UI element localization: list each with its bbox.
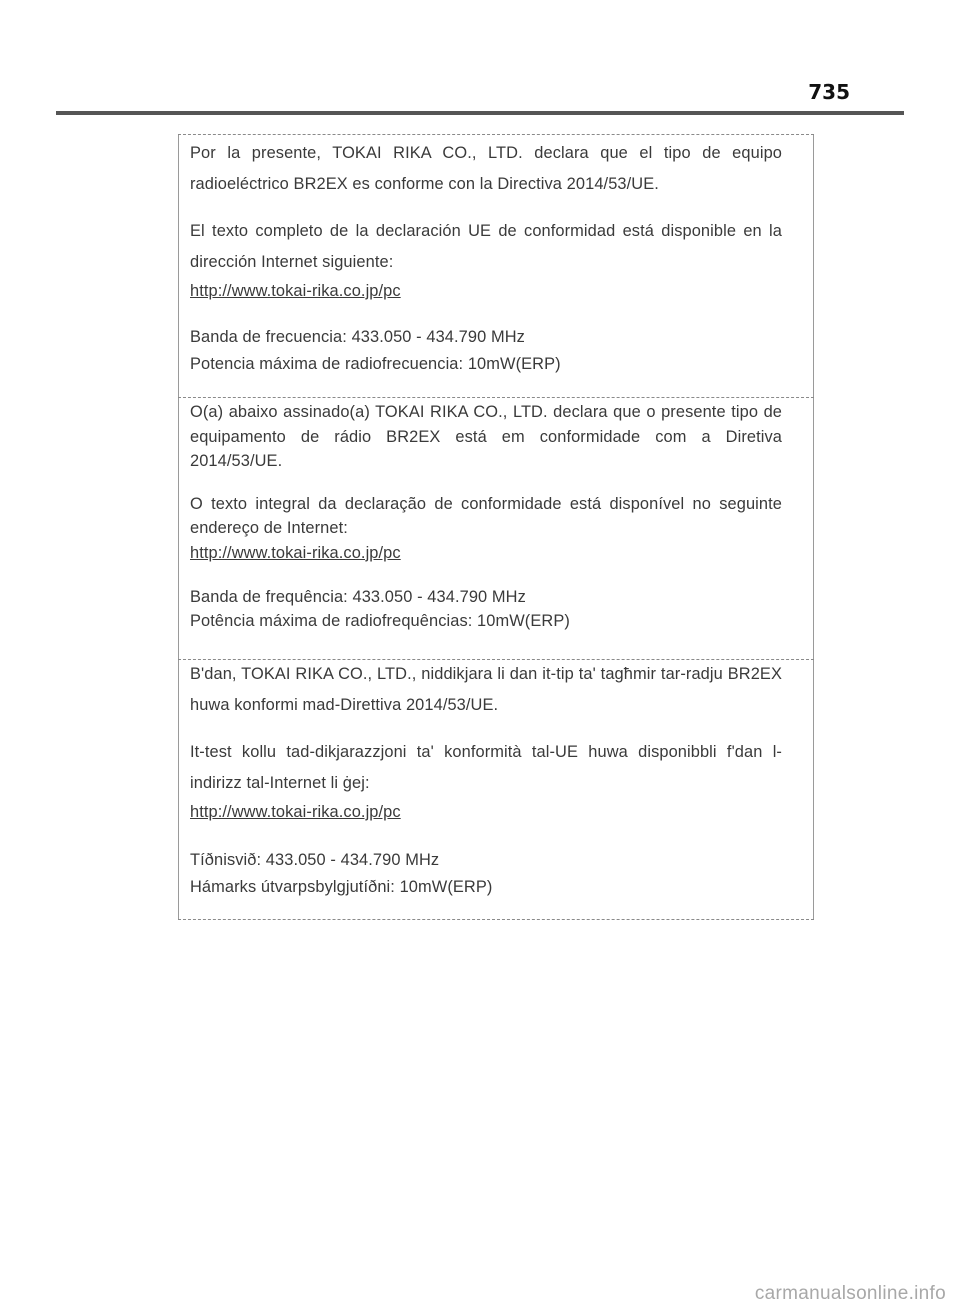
declaration-section-spanish	[190, 138, 782, 378]
header-rule	[56, 111, 904, 115]
box-top-border	[178, 134, 814, 135]
declaration-url-link[interactable]: http://www.tokai-rika.co.jp/pc	[190, 803, 401, 821]
frequency-band: Tíðnisvið: 433.050 - 434.790 MHz	[190, 851, 440, 869]
site-watermark: carmanualsonline.info	[754, 1283, 946, 1304]
page-number: 735	[808, 80, 850, 104]
declaration-text: O(a) abaixo assinado(a) TOKAI RIKA CO., LTD. declara que o presente tipo de equipamento de rádio BR2EX está em conformidade com a Diretiva 2014/53/UE.	[190, 403, 782, 470]
availability-text: It-test kollu tad-dikjarazzjoni ta' konformità tal-UE huwa disponibbli f'dan l-indirizz tal-Internet li ġej:	[190, 743, 782, 792]
frequency-band: Banda de frequência: 433.050 - 434.790 MHz	[190, 587, 526, 606]
max-power: Potencia máxima de radiofrecuencia: 10mW(ERP)	[190, 355, 561, 373]
max-power: Potência máxima de radiofrequências: 10mW(ERP)	[190, 611, 570, 630]
declaration-section-maltese	[190, 659, 782, 901]
declaration-url-link[interactable]: http://www.tokai-rika.co.jp/pc	[190, 282, 401, 300]
availability-text: O texto integral da declaração de conformidade está disponível no seguinte endereço de Internet:	[190, 494, 782, 537]
box-bottom-border	[178, 919, 814, 920]
frequency-band: Banda de frecuencia: 433.050 - 434.790 MHz	[190, 328, 525, 346]
declaration-text: B'dan, TOKAI RIKA CO., LTD., niddikjara li dan it-tip ta' tagħmir tar-radju BR2EX huwa konformi mad-Direttiva 2014/53/UE.	[190, 665, 782, 714]
availability-text: El texto completo de la declaración UE de conformidad está disponible en la dirección Internet siguiente:	[190, 222, 782, 271]
declaration-text: Por la presente, TOKAI RIKA CO., LTD. declara que el tipo de equipo radioeléctrico BR2EX es conforme con la Directiva 2014/53/UE.	[190, 144, 782, 193]
section-divider-1	[178, 397, 814, 398]
declaration-url-link[interactable]: http://www.tokai-rika.co.jp/pc	[190, 543, 401, 562]
max-power: Hámarks útvarpsbylgjutíðni: 10mW(ERP)	[190, 878, 493, 896]
declaration-section-portuguese	[190, 400, 782, 633]
